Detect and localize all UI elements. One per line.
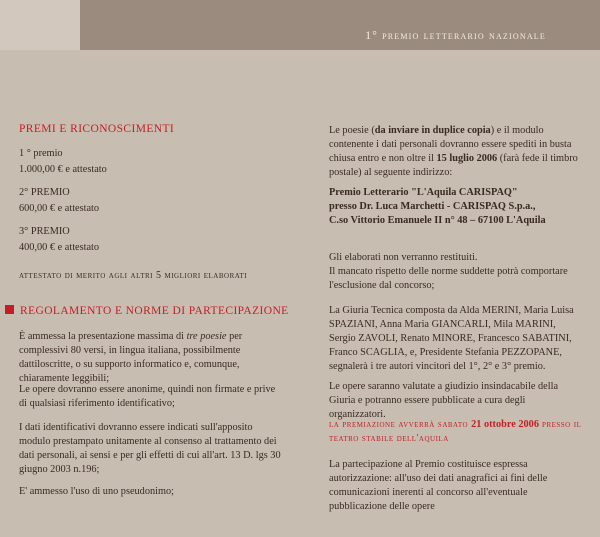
rule-4: E' ammesso l'uso di uno pseudonimo; <box>19 486 175 497</box>
third-prize-value: 400,00 € e attestato <box>19 242 100 253</box>
page-title: 1° premio letterario nazionale <box>365 30 546 42</box>
red-square-icon <box>5 305 14 314</box>
rule-3: I dati identificativi dovranno essere indicati sull'apposito modulo prestampato unitamente al consenso al trattamento dei dati personali, ai sensi e per gli effetti di cui all'art. 13 D. lgs 30 giugno 2003 n.196; <box>19 422 281 475</box>
rules-heading: REGOLAMENTO E NORME DI PARTECIPAZIONE <box>20 305 289 317</box>
first-prize-label: 1 ° premio <box>19 148 63 159</box>
address-line-1: Premio Letterario "L'Aquila CARISPAQ" <box>329 187 518 198</box>
submission-instructions: Le poesie (da inviare in duplice copia) e il modulo contenente i dati personali dovranno essere spediti in busta chiusa entro e non oltre il 15 luglio 2006 (farà fede il timbro postale) al seguente indirizzo: <box>329 125 578 178</box>
second-prize-value: 600,00 € e attestato <box>19 203 100 214</box>
header-band <box>80 0 600 50</box>
not-returned-note: Gli elaborati non verranno restituiti. <box>329 252 478 263</box>
address-line-2: presso Dr. Luca Marchetti - CARISPAQ S.p.a., <box>329 201 536 212</box>
jury-paragraph: La Giuria Tecnica composta da Alda MERINI, Maria Luisa SPAZIANI, Anna Maria GIANCARLI, Mila MARINI, Sergio ZAVOLI, Renato MINORE, Francesco SABATINI, Franco SCAGLIA, e, Presidente Stefania PEZZOPANE, segnalerà i tre autori vincitori del 1°, 2° e 3° premio. <box>329 305 574 372</box>
third-prize-label: 3° PREMIO <box>19 226 70 237</box>
address-block <box>329 186 584 228</box>
prizes-heading: PREMI E RICONOSCIMENTI <box>19 123 175 135</box>
consent-paragraph: La partecipazione al Premio costituisce espressa autorizzazione: all'uso dei dati anagrafici ai fini delle comunicazioni inerenti al concorso all'eventuale pubblicazione delle opere <box>329 459 548 512</box>
rule-1: È ammessa la presentazione massima di tre poesie per complessivi 80 versi, in lingua italiana, possibilmente dattiloscritte, o su supporto informatico e, comunque, chiaramente leggibili; <box>19 331 243 384</box>
ceremony-announcement: la premiazione avverrà sabato 21 ottobre 2006 presso il teatro stabile dell'aquila <box>329 419 582 444</box>
second-prize-label: 2° PREMIO <box>19 187 70 198</box>
address-line-3: C.so Vittorio Emanuele II n° 48 – 67100 L'Aquila <box>329 215 546 226</box>
rule-2: Le opere dovranno essere anonime, quindi non firmate e prive di qualsiasi riferimento identificativo; <box>19 384 276 409</box>
first-prize-value: 1.000,00 € e attestato <box>19 164 107 175</box>
evaluation-paragraph: Le opere saranno valutate a giudizio insindacabile della Giuria e potranno essere pubblicate a cura degli organizzatori. <box>329 381 559 420</box>
rules-heading-row <box>5 305 289 317</box>
merit-note: attestato di merito agli altri 5 migliori elaborati <box>19 270 248 281</box>
exclusion-note: Il mancato rispetto delle norme suddette potrà comportare l'esclusione dal concorso; <box>329 266 568 291</box>
